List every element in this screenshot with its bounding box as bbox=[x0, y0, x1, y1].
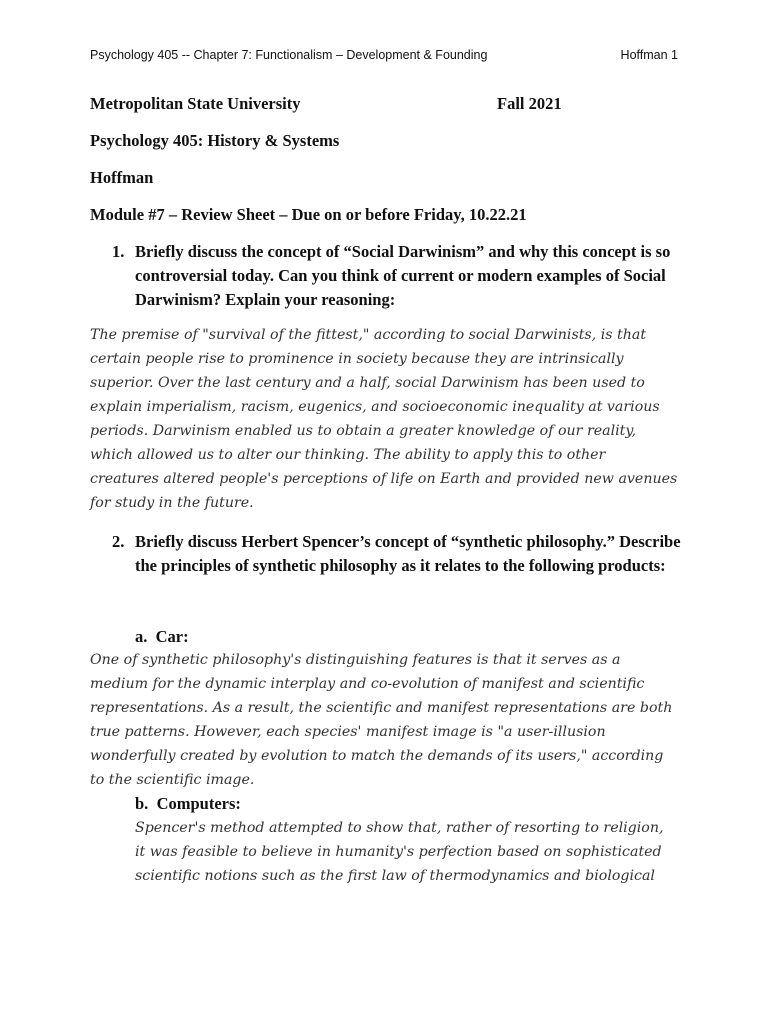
question-2 bbox=[112, 530, 682, 578]
question-1 bbox=[112, 240, 682, 312]
subitem-a-heading bbox=[135, 627, 189, 647]
answer-2b: Spencer's method attempted to show that, rather of resorting to religion, it was feasible to believe in humanity's perfection based on sophisticated scientific notions such as the first law of thermodynamics and biological bbox=[135, 820, 664, 884]
subitem-a-title: Car: bbox=[155, 627, 189, 646]
answer-2a: One of synthetic philosophy's distinguishing features is that it serves as a medium for the dynamic interplay and co-evolution of manifest and scientific representations. As a result, the scientific and manifest representations are both true patterns. However, each species' manifest image is "a user-illusion wonderfully created by evolution to match the demands of its users," according to the scientific image. bbox=[90, 652, 673, 788]
subitem-a-label: a. bbox=[135, 627, 148, 646]
answer-1: The premise of "survival of the fittest," according to social Darwinists, is that certain people rise to prominence in society because they are intrinsically superior. Over the last century and a half, social Darwinism has been used to explain imperialism, racism, eugenics, and socioeconomic inequality at various periods. Darwinism enabled us to obtain a greater knowledge of our reality, which allowed us to alter our thinking. The ability to apply this to other creatures altered people's perceptions of life on Earth and provided new avenues for study in the future. bbox=[90, 327, 678, 511]
header-title: Psychology 405 -- Chapter 7: Functionalism – Development & Founding bbox=[90, 48, 488, 62]
question-1-text: Briefly discuss the concept of “Social Darwinism” and why this concept is so controversial today. Can you think of current or modern examples of Social Darwinism? Explain your reasoning: bbox=[135, 242, 671, 309]
term: Fall 2021 bbox=[497, 94, 562, 113]
subitem-b-label: b. bbox=[135, 794, 149, 813]
header-page-number: Hoffman 1 bbox=[620, 48, 678, 62]
question-1-number: 1. bbox=[112, 242, 125, 261]
subitem-b-heading bbox=[135, 794, 241, 814]
instructor-name: Hoffman bbox=[90, 168, 154, 187]
university-name: Metropolitan State University bbox=[90, 94, 301, 113]
subitem-b-title: Computers: bbox=[156, 794, 241, 813]
course-title: Psychology 405: History & Systems bbox=[90, 131, 340, 150]
question-2-number: 2. bbox=[112, 532, 125, 551]
question-2-text: Briefly discuss Herbert Spencer’s concept of “synthetic philosophy.” Describe the principles of synthetic philosophy as it relates to the following products: bbox=[135, 532, 681, 575]
module-title: Module #7 – Review Sheet – Due on or before Friday, 10.22.21 bbox=[90, 205, 527, 224]
